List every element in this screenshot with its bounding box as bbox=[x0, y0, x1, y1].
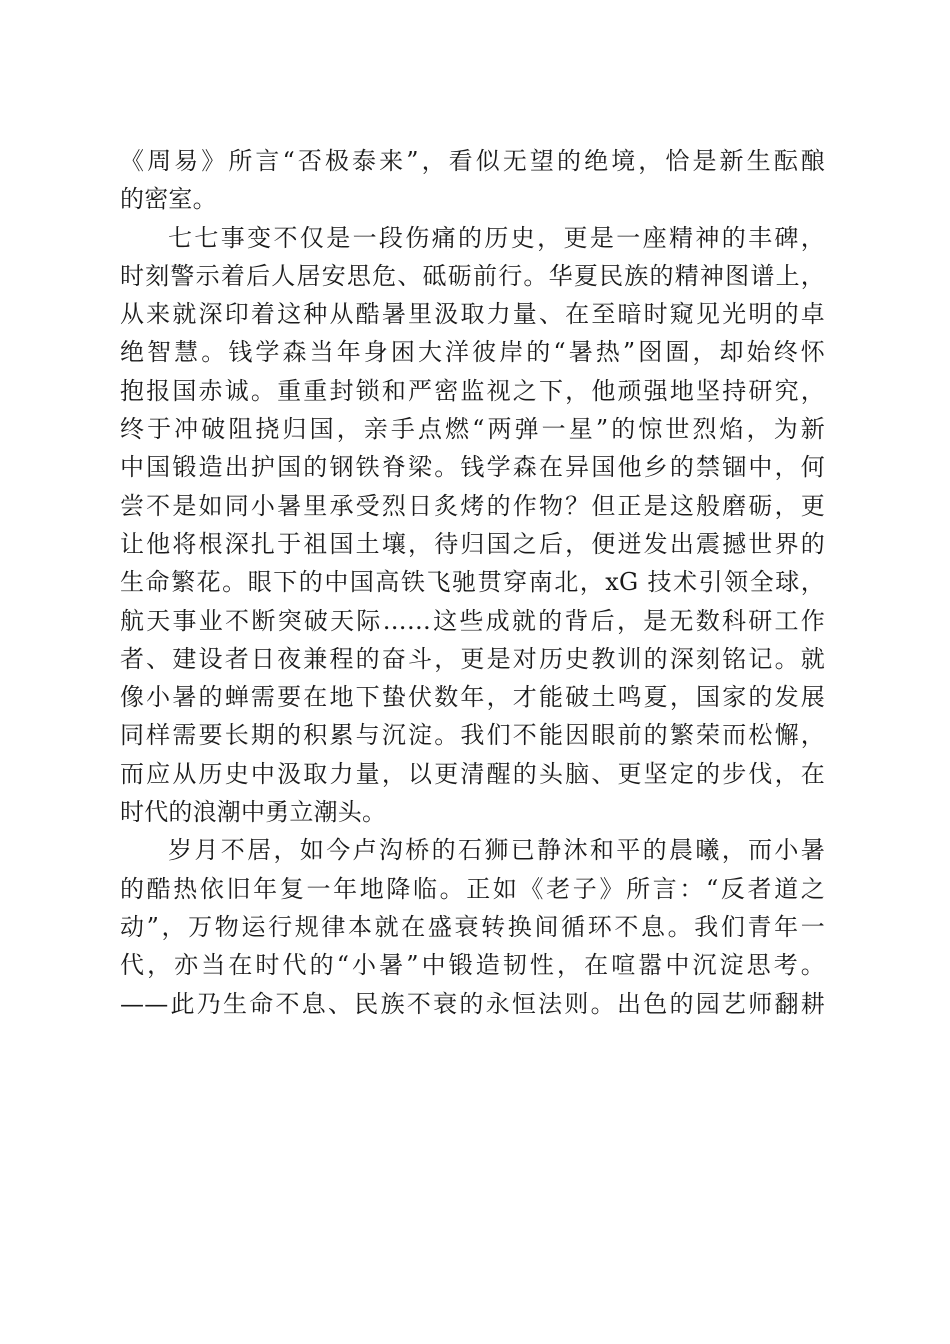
text-line: 从来就深印着这种从酷暑里汲取力量、在至暗时窥见光明的卓 bbox=[120, 300, 825, 329]
text-line: 时刻警示着后人居安思危、砥砺前行。华夏民族的精神图谱上， bbox=[120, 261, 825, 290]
paragraph-2 bbox=[120, 219, 825, 832]
text-line: 绝智慧。钱学森当年身困大洋彼岸的“暑热”囹圄，却始终怀 bbox=[120, 338, 825, 367]
text-line: 尝不是如同小暑里承受烈日炙烤的作物？但正是这般磨砺，更 bbox=[120, 491, 825, 520]
text-line: 让他将根深扎于祖国土壤，待归国之后，便迸发出震撼世界的 bbox=[120, 529, 825, 558]
text-line: 同样需要长期的积累与沉淀。我们不能因眼前的繁荣而松懈， bbox=[120, 721, 825, 750]
text-line: 航天事业不断突破天际……这些成就的背后，是无数科研工作 bbox=[120, 606, 825, 635]
text-line: 时代的浪潮中勇立潮头。 bbox=[120, 798, 387, 827]
text-line: 而应从历史中汲取力量，以更清醒的头脑、更坚定的步伐，在 bbox=[120, 759, 825, 788]
text-line: 的密室。 bbox=[120, 185, 217, 214]
text-line: 《周易》所言“否极泰来”，看似无望的绝境，恰是新生酝酿 bbox=[120, 147, 825, 175]
text-line: 像小暑的蝉需要在地下蛰伏数年，才能破土鸣夏，国家的发展 bbox=[120, 683, 825, 712]
paragraph-1 bbox=[120, 142, 825, 219]
text-line: 者、建设者日夜兼程的奋斗，更是对历史教训的深刻铭记。就 bbox=[120, 644, 825, 673]
text-line: 七七事变不仅是一段伤痛的历史，更是一座精神的丰碑， bbox=[168, 223, 825, 252]
text-line: 终于冲破阻挠归国，亲手点燃“两弹一星”的惊世烈焰，为新 bbox=[120, 415, 825, 444]
text-line: 代，亦当在时代的“小暑”中锻造韧性，在喧嚣中沉淀思考。 bbox=[120, 951, 825, 980]
paragraph-3 bbox=[120, 831, 825, 1022]
text-line: 抱报国赤诚。重重封锁和严密监视之下，他顽强地坚持研究， bbox=[120, 376, 825, 405]
text-line: ——此乃生命不息、民族不衰的永恒法则。出色的园艺师翻耕 bbox=[120, 989, 825, 1018]
document-page bbox=[120, 142, 825, 1023]
text-line: 岁月不居，如今卢沟桥的石狮已静沐和平的晨曦，而小暑 bbox=[168, 836, 825, 865]
text-line: 的酷热依旧年复一年地降临。正如《老子》所言：“反者道之 bbox=[120, 874, 825, 903]
text-line: 中国锻造出护国的钢铁脊梁。钱学森在异国他乡的禁锢中，何 bbox=[120, 453, 825, 482]
text-line: 生命繁花。眼下的中国高铁飞驰贯穿南北，xG 技术引领全球， bbox=[120, 568, 825, 597]
text-line: 动”，万物运行规律本就在盛衰转换间循环不息。我们青年一 bbox=[120, 912, 825, 941]
